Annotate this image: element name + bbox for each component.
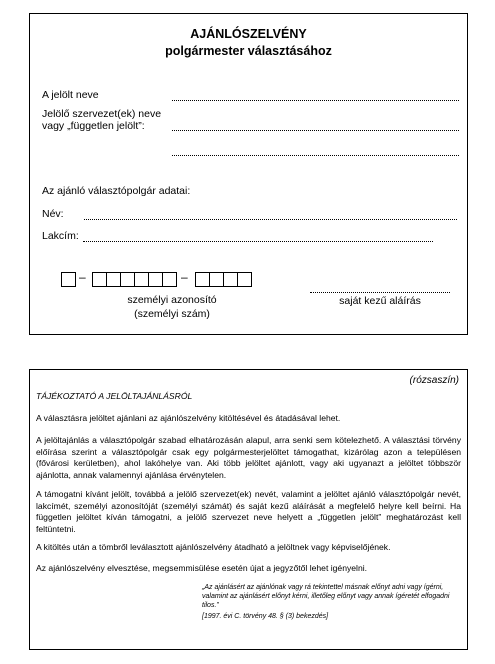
id-digit-box[interactable] <box>195 272 210 287</box>
legal-quote: „Az ajánlásért az ajánlónak vagy rá tekintettel másnak előnyt adni vagy ígérni, valamint az ajánlásért előnyt kérni, illetőleg előnyt vagy annak ígéretét elfogadni tilos.” <box>202 584 450 609</box>
nominating-org-label-2: vagy „független jelölt”: <box>42 120 145 132</box>
info-heading: TÁJÉKOZTATÓ A JELÖLTAJÁNLÁSRÓL <box>36 391 193 401</box>
candidate-name-label: A jelölt neve <box>42 89 99 101</box>
id-separator: – <box>79 270 86 284</box>
address-field[interactable] <box>83 241 433 242</box>
id-digit-box[interactable] <box>162 272 177 287</box>
id-digit-box[interactable] <box>120 272 135 287</box>
recommender-section-label: Az ajánló választópolgár adatai: <box>42 185 191 197</box>
info-paragraph-4: A kitöltés után a tömbről leválasztott ajánlószelvény átadható a jelöltnek vagy képviselőjének. <box>36 542 391 552</box>
id-digit-box[interactable] <box>61 272 76 287</box>
id-digit-box[interactable] <box>134 272 149 287</box>
slip-title: AJÁNLÓSZELVÉNY <box>190 27 307 41</box>
id-separator: – <box>181 270 188 284</box>
id-digit-box[interactable] <box>223 272 238 287</box>
nominating-org-label-1: Jelölő szervezet(ek) neve <box>42 108 162 120</box>
id-digit-box[interactable] <box>209 272 224 287</box>
id-caption: személyi azonosító <box>127 294 217 306</box>
id-digit-box[interactable] <box>237 272 252 287</box>
address-label: Lakcím: <box>42 230 79 242</box>
info-paragraph-2: A jelöltajánlás a választópolgár szabad elhatározásán alapul, arra senki sem kötelezhető. A választási törvény előírása szerint a választópolgár csak egy polgármesterjelöltet támogathat, kizárólag azon a településen (fővárosi kerületben), ahol lakóhelye van. Aki több jelöltet ajánlott, vagy aki ugyanazt a jelöltet többször ajánlotta, annak valamennyi ajánlása érvénytelen. <box>36 435 461 480</box>
signature-field[interactable] <box>310 292 450 293</box>
legal-quote-source: [1997. évi C. törvény 48. § (3) bekezdés] <box>202 613 329 620</box>
signature-caption: saját kezű aláírás <box>339 295 421 307</box>
info-paragraph-3: A támogatni kívánt jelölt, továbbá a jelölő szervezet(ek) nevét, valamint a jelöltet ajánló választópolgár nevét, lakcímét, személyi azonosítóját (személyi számát) és saját kezű aláírását a megfelelő helyre kell beírni. Ha független jelöltet kíván támogatni, a jelölő szervezet neve helyett a „független jelölt” meghatározást kell feltüntetni. <box>36 489 461 534</box>
candidate-name-field[interactable] <box>172 100 459 101</box>
slip-subtitle: polgármester választásához <box>165 44 332 58</box>
nominating-org-field-1[interactable] <box>172 130 459 131</box>
info-paragraph-1: A választásra jelöltet ajánlani az ajánlószelvény kitöltésével és átadásával lehet. <box>36 413 341 423</box>
info-sheet <box>29 369 468 650</box>
color-note: (rózsaszín) <box>409 375 459 386</box>
id-caption-sub: (személyi szám) <box>134 308 210 320</box>
name-field[interactable] <box>84 219 457 220</box>
id-digit-box[interactable] <box>92 272 107 287</box>
nominating-org-field-2[interactable] <box>172 155 459 156</box>
id-digit-box[interactable] <box>148 272 163 287</box>
recommendation-slip <box>29 13 468 335</box>
info-paragraph-5: Az ajánlószelvény elvesztése, megsemmisülése esetén újat a jegyzőtől lehet igényelni. <box>36 563 368 573</box>
id-digit-box[interactable] <box>106 272 121 287</box>
name-label: Név: <box>42 208 64 220</box>
